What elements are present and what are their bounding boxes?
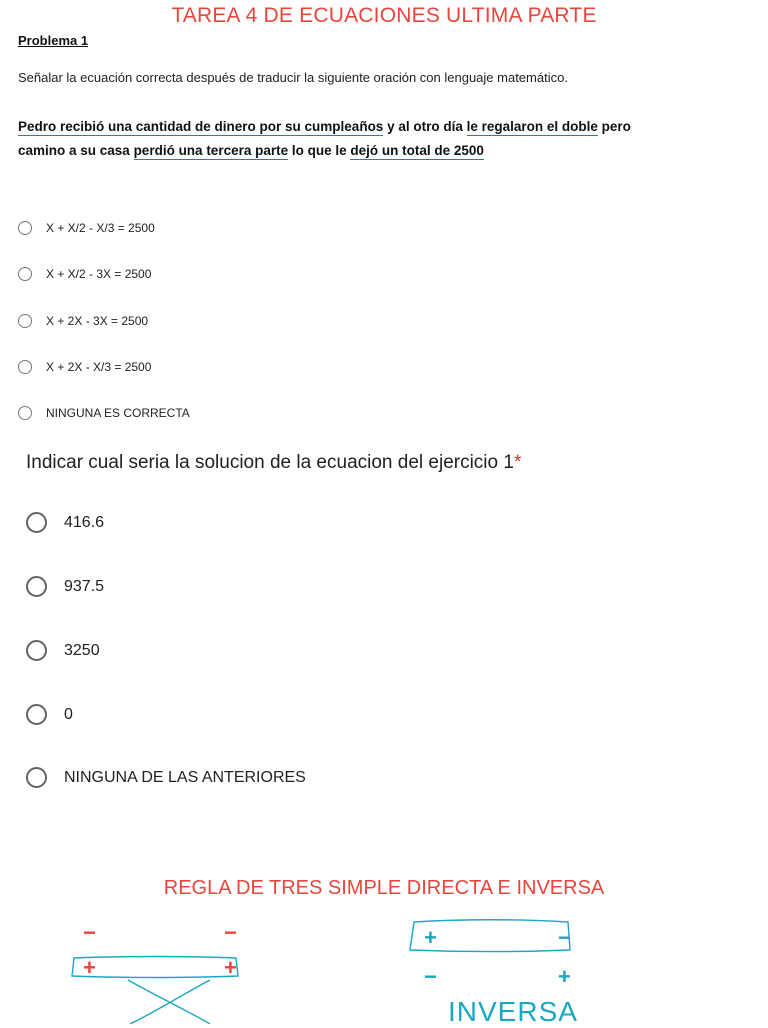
direct-plus-left: +	[83, 955, 96, 980]
option-label: X + 2X - 3X = 2500	[46, 314, 149, 328]
option-label: NINGUNA ES CORRECTA	[46, 406, 190, 420]
option-label: X + X/2 - X/3 = 2500	[46, 221, 155, 235]
p1-option-3[interactable]	[18, 314, 148, 328]
radio-circle-icon[interactable]	[26, 576, 47, 597]
sentence-part-5: perdió una tercera parte	[133, 143, 289, 158]
problem-sentence	[18, 115, 668, 163]
sentence-part-6: lo que le	[288, 143, 351, 158]
radio-circle-icon[interactable]	[26, 767, 47, 788]
page-title: TAREA 4 DE ECUACIONES ULTIMA PARTE	[171, 4, 597, 27]
inverse-minus-right: −	[558, 925, 571, 950]
inverse-label: INVERSA	[448, 996, 578, 1027]
p1-option-1[interactable]	[18, 221, 155, 235]
radio-circle-icon[interactable]	[18, 221, 32, 235]
q2-option-2[interactable]	[26, 576, 104, 597]
direct-plus-right: +	[224, 955, 237, 980]
radio-circle-icon[interactable]	[26, 512, 47, 533]
radio-circle-icon[interactable]	[18, 267, 32, 281]
radio-circle-icon[interactable]	[18, 314, 32, 328]
sentence-part-3: le regalaron el doble	[466, 119, 598, 134]
inverse-minus-left: −	[424, 964, 437, 989]
q2-option-4[interactable]	[26, 704, 73, 725]
p1-option-4[interactable]	[18, 360, 151, 374]
radio-circle-icon[interactable]	[18, 360, 32, 374]
option-label: 937.5	[64, 577, 105, 595]
problem-label: Problema 1	[18, 33, 89, 48]
option-label: 416.6	[64, 513, 105, 531]
q2-option-3[interactable]	[26, 640, 100, 661]
problem-instruction: Señalar la ecuación correcta después de traducir la siguiente oración con lenguaje matemático.	[18, 70, 568, 85]
direct-cross-sketch	[60, 950, 260, 1024]
option-label: 3250	[64, 641, 100, 659]
direct-minus-left: −	[83, 920, 96, 945]
radio-circle-icon[interactable]	[26, 704, 47, 725]
option-label: 0	[64, 705, 73, 723]
radio-circle-icon[interactable]	[26, 640, 47, 661]
sentence-part-7: dejó un total de 2500	[350, 143, 484, 158]
q2-option-5[interactable]	[26, 767, 306, 788]
required-mark: *	[513, 452, 522, 473]
option-label: X + X/2 - 3X = 2500	[46, 267, 152, 281]
question-2-title	[26, 452, 521, 474]
sentence-part-1: Pedro recibió una cantidad de dinero por su cumpleaños	[18, 119, 384, 134]
sentence-part-4: pero camino a su casa	[18, 119, 631, 158]
sentence-part-2: y al otro día	[383, 119, 467, 134]
direct-minus-right: −	[224, 920, 237, 945]
p1-option-5[interactable]	[18, 406, 190, 420]
option-label: X + 2X - X/3 = 2500	[46, 360, 152, 374]
radio-circle-icon[interactable]	[18, 406, 32, 420]
question-2-text: Indicar cual seria la solucion de la ecuacion del ejercicio 1	[26, 452, 514, 473]
direct-bracket-shape	[72, 957, 238, 978]
p1-option-2[interactable]	[18, 267, 151, 281]
inverse-plus-left: +	[424, 925, 437, 950]
option-label: NINGUNA DE LAS ANTERIORES	[64, 768, 306, 786]
inverse-plus-right: +	[558, 964, 571, 989]
q2-option-1[interactable]	[26, 512, 104, 533]
rule-section-title: REGLA DE TRES SIMPLE DIRECTA E INVERSA	[163, 877, 605, 899]
